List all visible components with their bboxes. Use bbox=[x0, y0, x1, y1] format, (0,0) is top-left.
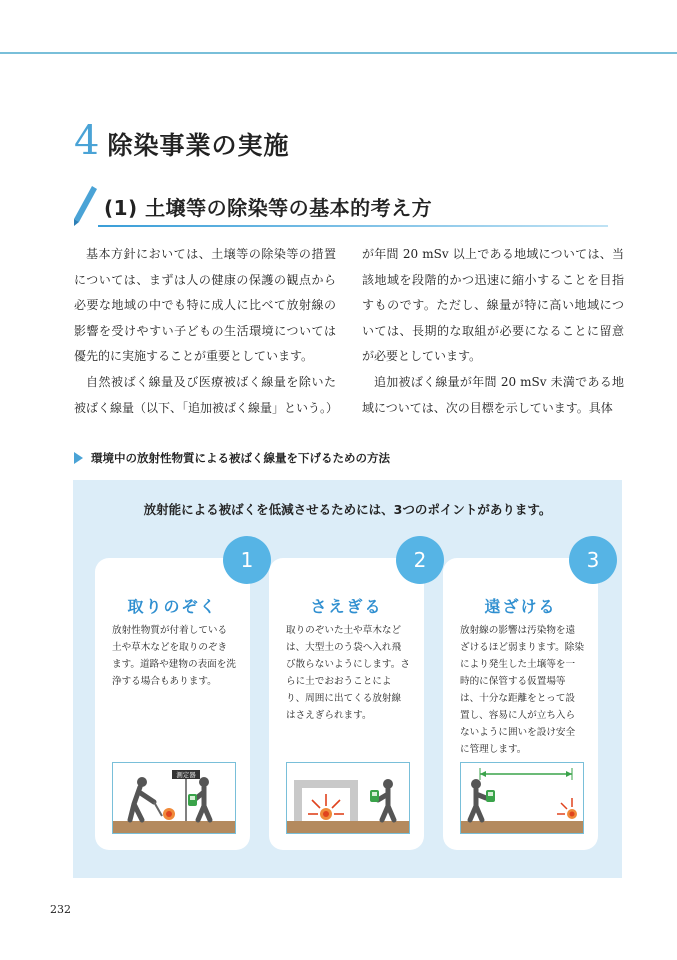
remove-soil-illustration bbox=[112, 762, 236, 834]
figure-caption-text: 環境中の放射性物質による被ばく線量を下げるための方法 bbox=[91, 451, 390, 465]
body-paragraph: が年間 20 mSv 以上である地域については、当該地域を段階的かつ迅速に縮小することを目指すものです。ただし、線量が特に高い地域については、長期的な取組が必要になることに留意が必要としています。 bbox=[362, 247, 624, 364]
figure-caption bbox=[74, 450, 390, 466]
page-number: 232 bbox=[50, 903, 71, 916]
distance-illustration bbox=[460, 762, 584, 834]
body-paragraph: 自然被ばく線量及び医療被ばく線量を除いた被ばく線量（以下、「追加被ばく線量」という。） bbox=[74, 374, 339, 415]
point-number-badge: 2 bbox=[396, 536, 444, 584]
point-description: 取りのぞいた土や草木などは、大型土のう袋へ入れ飛び散らないようにします。さらに土でおおうことにより、周囲に出てくる放射線はさえぎられます。 bbox=[286, 625, 410, 721]
point-title: 遠ざける bbox=[484, 597, 557, 616]
pencil-icon bbox=[70, 184, 100, 228]
point-title: さえぎる bbox=[310, 597, 383, 616]
body-paragraph: 追加被ばく線量が年間 20 mSv 未満である地域については、次の目標を示しています。具体 bbox=[362, 374, 624, 415]
section-title: (1) 土壌等の除染等の基本的考え方 bbox=[104, 196, 433, 220]
chapter-heading bbox=[74, 118, 289, 164]
chapter-number: 4 bbox=[74, 118, 100, 164]
point-number-badge: 1 bbox=[223, 536, 271, 584]
point-card-shield bbox=[269, 558, 424, 850]
body-paragraph: 基本方針においては、土壌等の除染等の措置については、まずは人の健康の保護の観点から必要な地域の中でも特に成人に比べて放射線の影響を受けやすい子どもの生活環境については優先的に実施することが重要としています。 bbox=[74, 247, 336, 364]
point-number-badge: 3 bbox=[569, 536, 617, 584]
point-description: 放射性物質が付着している土や草木などを取りのぞきます。道路や建物の表面を洗浄する場合もあります。 bbox=[112, 625, 236, 687]
figure-panel bbox=[73, 480, 622, 878]
chapter-title: 除染事業の実施 bbox=[107, 131, 290, 160]
section-underline bbox=[98, 225, 608, 227]
caption-arrow-icon bbox=[74, 452, 83, 464]
shield-soil-illustration bbox=[286, 762, 410, 834]
point-description: 放射線の影響は汚染物を遠ざけるほど弱まります。除染により発生した土壌等を一時的に保管する仮置場等は、十分な距離をとって設置し、容易に人が立ち入らないように囲いを設け安全に管理します。 bbox=[460, 625, 584, 755]
measuring-device-sign: 測定器 bbox=[176, 771, 196, 779]
point-card-distance bbox=[443, 558, 598, 850]
body-column-right bbox=[362, 242, 624, 421]
point-title: 取りのぞく bbox=[127, 597, 218, 616]
body-column-left bbox=[74, 242, 339, 421]
point-card-remove bbox=[95, 558, 250, 850]
section-heading bbox=[70, 184, 610, 228]
figure-heading: 放射能による被ばくを低減させるためには、3つのポイントがあります。 bbox=[143, 502, 552, 517]
header-rule bbox=[0, 52, 677, 54]
